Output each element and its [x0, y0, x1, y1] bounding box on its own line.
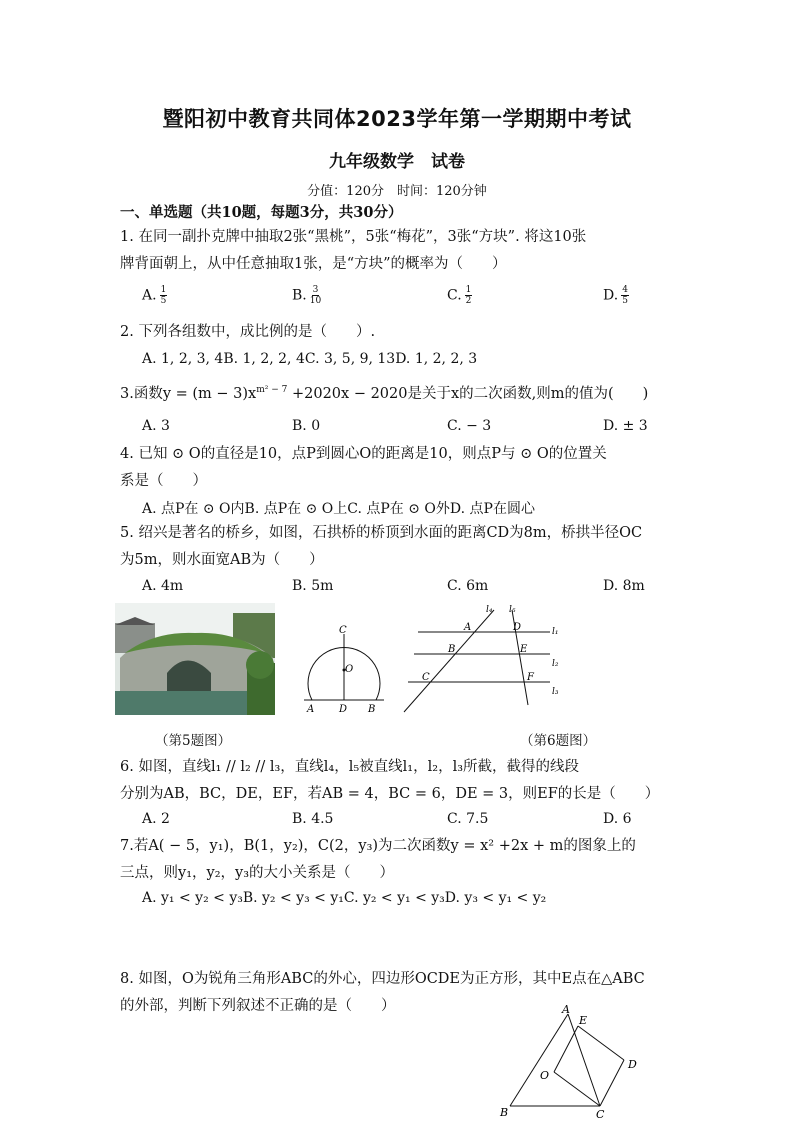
- fig8-label-c: C: [596, 1108, 605, 1121]
- figure-6-caption: （第6题图）: [520, 733, 597, 749]
- fig6-label-l2: l₂: [552, 659, 559, 669]
- fig6-label-e: E: [520, 644, 528, 655]
- q1-option-d: D. $\frac{4}{5}$: [603, 285, 628, 306]
- fig6-label-a: A: [464, 622, 472, 633]
- question-2: 2. 下列各组数中，成比例的是（ ）.: [120, 324, 376, 340]
- figure-5-arch: [298, 620, 388, 715]
- bridge-photo: [115, 603, 275, 715]
- q7-options: A. y₁ < y₂ < y₃B. y₂ < y₃ < y₁C. y₂ < y₁ < y₃D. y₃ < y₁ < y₂: [142, 890, 547, 906]
- q5-option-d: D. 8m: [603, 578, 645, 594]
- question-6-line-1: 6. 如图，直线l₁ // l₂ // l₃，直线l₄，l₅被直线l₁，l₂，l₃所截，截得的线段: [120, 759, 580, 775]
- q6-option-b: B. 4.5: [292, 811, 334, 827]
- fig8-label-e: E: [579, 1014, 588, 1027]
- q3-option-c: C. − 3: [447, 418, 492, 434]
- question-4: [120, 441, 680, 495]
- q6-option-c: C. 7.5: [447, 811, 489, 827]
- q2-options: A. 1, 2, 3, 4B. 1, 2, 2, 4C. 3, 5, 9, 13D. 1, 2, 2, 3: [142, 351, 478, 367]
- q1-option-b: B. $\frac{3}{10}$: [292, 285, 322, 306]
- fig6-label-l3: l₃: [552, 687, 559, 697]
- question-8-line-2: 的外部，判断下列叙述不正确的是（ ）: [120, 998, 396, 1014]
- question-7-line-2: 三点，则y₁，y₂，y₃的大小关系是（ ）: [120, 865, 395, 881]
- question-4-line-2: 系是（ ）: [120, 473, 207, 489]
- q3-option-a: A. 3: [142, 418, 170, 434]
- figure-6-parallel-lines: [400, 600, 580, 716]
- fig6-label-l1: l₁: [552, 627, 559, 637]
- question-8-line-1: 8. 如图，O为锐角三角形ABC的外心，四边形OCDE为正方形，其中E点在△ABC: [120, 971, 645, 987]
- fig6-label-l5: l₅: [509, 605, 516, 615]
- q4-options: A. 点P在 ⊙ O内B. 点P在 ⊙ O上C. 点P在 ⊙ O外D. 点P在圆心: [142, 501, 535, 517]
- q5-option-a: A. 4m: [142, 578, 184, 594]
- question-3: 3.函数$y = (m - 3)x^{m^2 - 7} +2020x - 2020$是关于x的二次函数,则m的值为( ): [120, 385, 649, 402]
- fig5-label-c: C: [339, 625, 347, 636]
- question-1: [120, 224, 680, 278]
- q5-option-c: C. 6m: [447, 578, 489, 594]
- q6-option-d: D. 6: [603, 811, 632, 827]
- q1-option-c: C. $\frac{1}{2}$: [447, 285, 472, 306]
- q6-option-a: A. 2: [142, 811, 170, 827]
- fig8-label-o: O: [540, 1069, 550, 1082]
- question-6: [120, 754, 680, 808]
- section-heading: 一、单选题（共10题，每题3分，共30分）: [120, 204, 403, 221]
- question-7: [120, 833, 680, 887]
- question-1-line-2: 牌背面朝上，从中任意抽取1张，是“方块”的概率为（ ）: [120, 256, 507, 272]
- q1-option-a: A. $\frac{1}{5}$: [142, 285, 167, 306]
- fig5-label-a: A: [307, 704, 315, 715]
- fig6-label-f: F: [527, 672, 534, 683]
- fig8-label-b: B: [500, 1106, 509, 1119]
- fig6-label-d: D: [513, 622, 522, 633]
- q5-option-b: B. 5m: [292, 578, 334, 594]
- exam-subtitle: 九年级数学 试卷: [329, 152, 465, 172]
- fig5-label-o: O: [345, 664, 354, 675]
- question-6-line-2: 分别为AB，BC，DE，EF，若AB = 4，BC = 6，DE = 3，则EF的长是（ ）: [120, 786, 660, 802]
- question-5-line-2: 为5m，则水面宽AB为（ ）: [120, 552, 324, 568]
- question-5: [120, 520, 680, 574]
- q3-option-d: D. ± 3: [603, 418, 648, 434]
- q3-option-b: B. 0: [292, 418, 321, 434]
- fig6-label-l4: l₄: [486, 605, 493, 615]
- fig8-label-d: D: [628, 1058, 637, 1071]
- figure-5-caption: （第5题图）: [155, 733, 232, 749]
- fig8-label-a: A: [562, 1003, 570, 1016]
- question-5-line-1: 5. 绍兴是著名的桥乡，如图，石拱桥的桥顶到水面的距离CD为8m，桥拱半径OC: [120, 525, 643, 541]
- question-1-line-1: 1. 在同一副扑克牌中抽取2张“黑桃”，5张“梅花”，3张“方块”. 将这10张: [120, 229, 587, 245]
- fig5-label-b: B: [368, 704, 376, 715]
- exam-title: 暨阳初中教育共同体2023学年第一学期期中考试: [162, 107, 632, 131]
- fig5-label-d: D: [339, 704, 348, 715]
- exam-meta: 分值：120分 时间：120分钟: [307, 184, 487, 199]
- fig6-label-b: B: [448, 644, 456, 655]
- question-7-line-1: 7.若A( − 5，y₁)，B(1，y₂)，C(2，y₃)为二次函数y = x² +2x + m的图象上的: [120, 838, 636, 854]
- question-4-line-1: 4. 已知 ⊙ O的直径是10，点P到圆心O的距离是10，则点P与 ⊙ O的位置关: [120, 446, 607, 462]
- figure-8-triangle: [494, 1002, 654, 1123]
- fig6-label-c: C: [422, 672, 430, 683]
